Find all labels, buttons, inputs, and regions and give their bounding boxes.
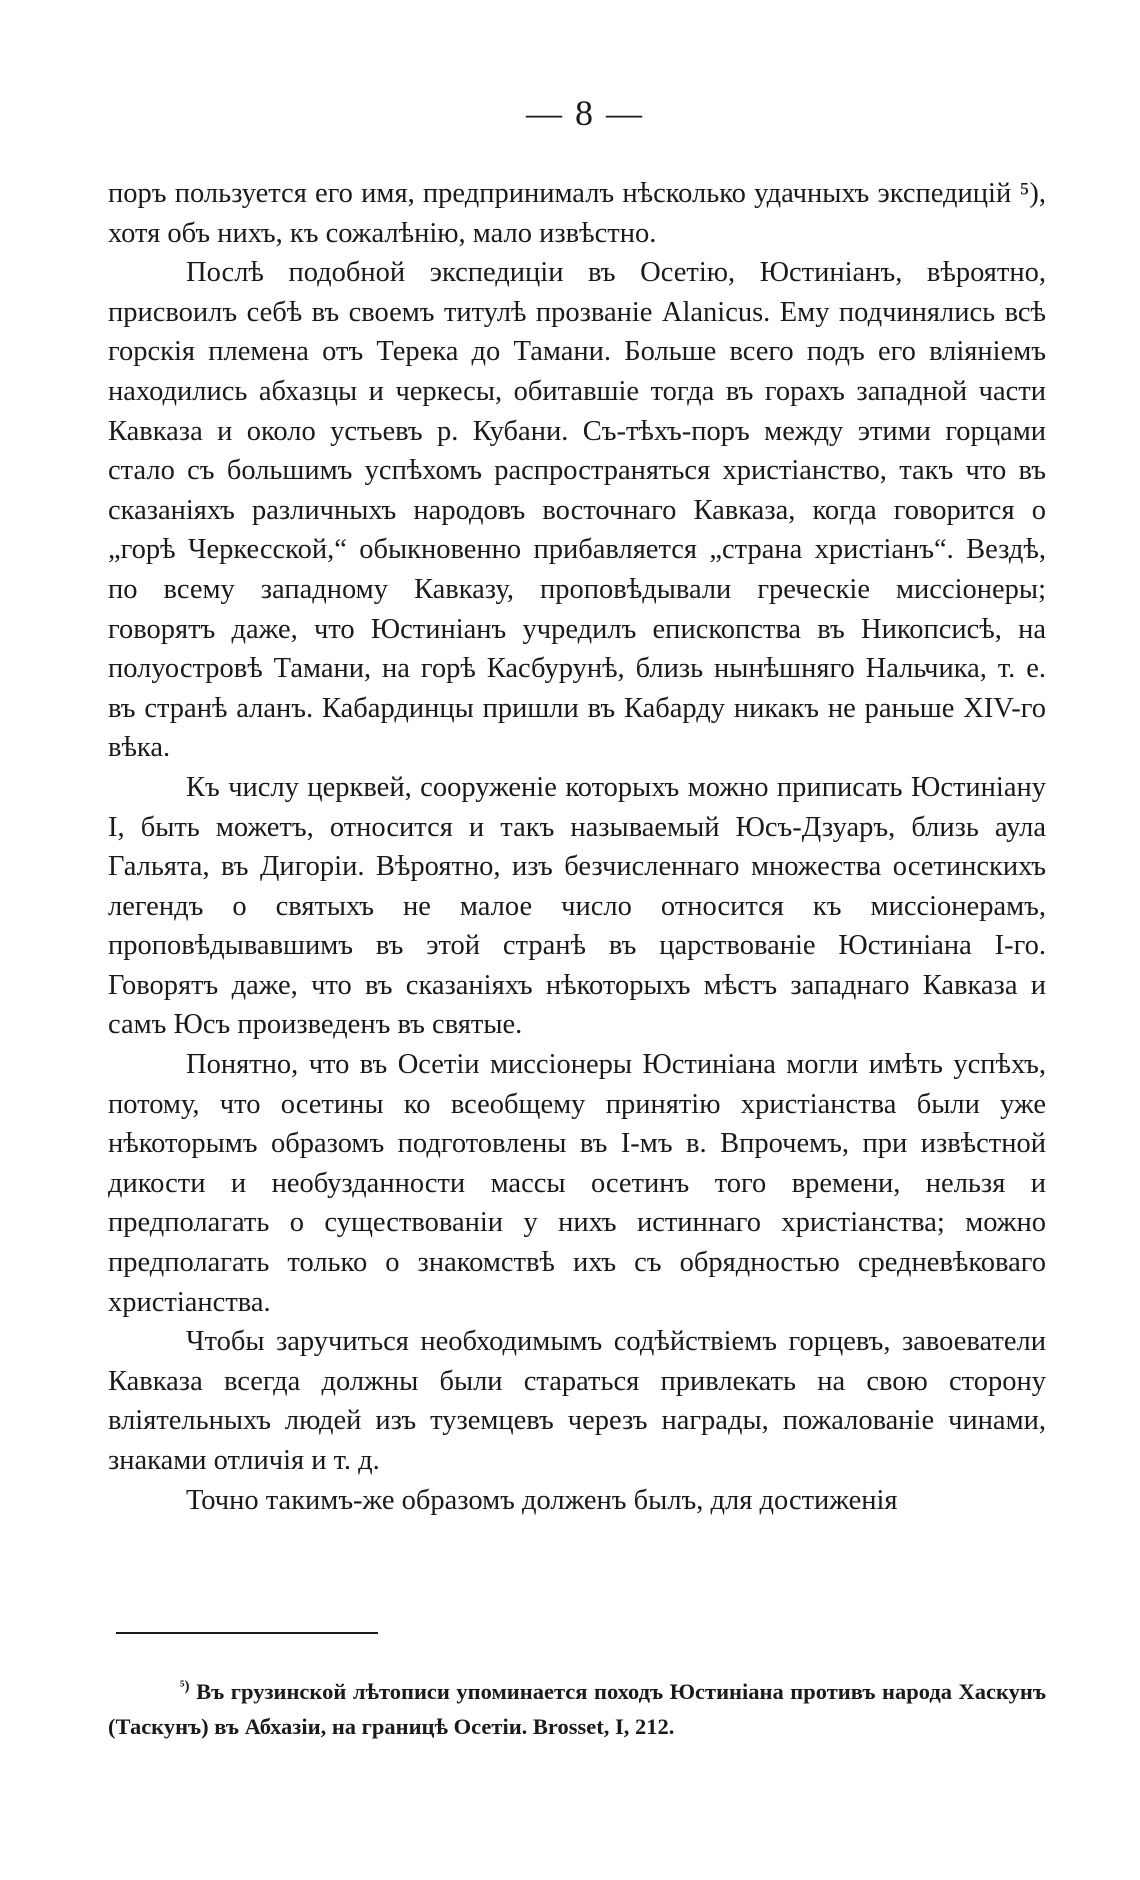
- paragraph-conquerors: Чтобы заручиться необходимымъ содѣйствіемъ горцевъ, завоеватели Кавказа всегда должны были стараться привлекать на свою сторону вліятельныхъ людей изъ туземцевъ черезъ награды, пожалованіе чинами, знаками отличія и т. д.: [108, 1326, 1046, 1476]
- page-number: — 8 —: [526, 93, 644, 133]
- paragraph-churches: Къ числу церквей, сооруженіе которыхъ можно приписать Юстиніану I, быть можетъ, относится и такъ называемый Юсъ-Дзуаръ, близь аула Гальята, въ Дигоріи. Вѣроятно, изъ безчисленнаго множества осетинскихъ легендъ о святыхъ не малое число относится къ миссіонерамъ, проповѣдывавшимъ въ этой странѣ въ царствованіе Юстиніана I-го. Говорятъ даже, что въ сказаніяхъ нѣкоторыхъ мѣстъ западнаго Кавказа и самъ Юсъ произведенъ въ святые.: [108, 771, 1046, 1041]
- paragraph-continuation: поръ пользуется его имя, предпринималъ нѣсколько удачныхъ экспедицій ⁵), хотя объ нихъ, къ сожалѣнію, мало извѣстно.: [108, 178, 1046, 249]
- paragraph-final-line: Точно такимъ-же образомъ долженъ былъ, для достиженія: [186, 1484, 898, 1516]
- footnote-divider: [116, 1632, 378, 1634]
- book-page: [108, 92, 1046, 1744]
- footnote-text: Въ грузинской лѣтописи упоминается походъ Юстиніана противъ народа Хаскунъ (Таскунъ) въ Абхазіи, на границѣ Осетіи. Brosset, I, 212.: [108, 1679, 1047, 1740]
- footnote-marker: ⁵): [180, 1678, 190, 1695]
- paragraph-missionaries-success: Понятно, что въ Осетіи миссіонеры Юстиніана могли имѣть успѣхъ, потому, что осетины ко всеобщему принятію христіанства были уже нѣкоторымъ образомъ подготовлены въ I-мъ в. Впрочемъ, при извѣстной дикости и необузданности массы осетинъ того времени, нельзя и предполагать о существованіи у нихъ истиннаго христіанства; можно предполагать только о знакомствѣ ихъ съ обрядностью средневѣковаго христіанства.: [108, 1049, 1046, 1318]
- paragraph-justinian-alanicus: Послѣ подобной экспедиціи въ Осетію, Юстиніанъ, вѣроятно, присвоилъ себѣ въ своемъ титулѣ прозваніе Alanicus. Ему подчинялись всѣ горскія племена отъ Терека до Тамани. Больше всего подъ его вліяніемъ находились абхазцы и черкесы, обитавшіе тогда въ горахъ западной части Кавказа и около устьевъ р. Кубани. Съ-тѣхъ-поръ между этими горцами стало съ большимъ успѣхомъ распространяться христіанство, такъ что въ сказаніяхъ различныхъ народовъ восточнаго Кавказа, когда говорится о „горѣ Черкесской,“ обыкновенно прибавляется „страна христіанъ“. Вездѣ, по всему западному Кавказу, проповѣдывали греческіе миссіонеры; говорятъ даже, что Юстиніанъ учредилъ епископства въ Никопсисѣ, на полуостровѣ Тамани, на горѣ Касбурунѣ, близь нынѣшняго Нальчика, т. е. въ странѣ аланъ. Кабардинцы пришли въ Кабарду никакъ не раньше XIV-го вѣка.: [108, 257, 1046, 764]
- footnote: [108, 1674, 1046, 1744]
- body-text: [108, 174, 1046, 1520]
